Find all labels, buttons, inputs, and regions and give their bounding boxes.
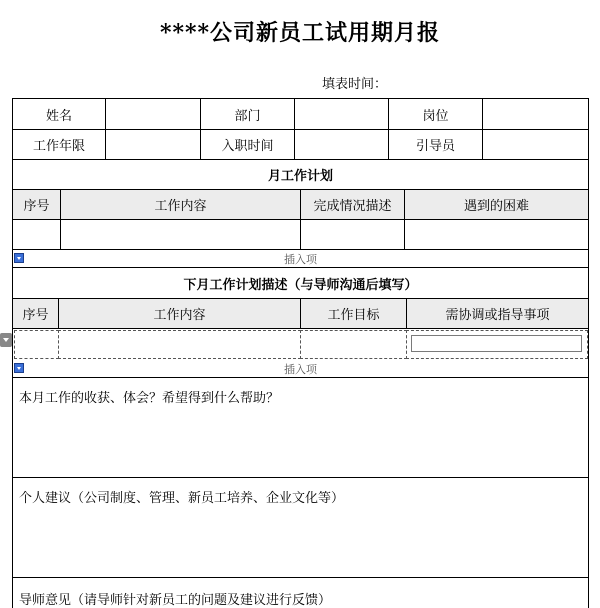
next-plan-row-content[interactable] <box>58 330 301 359</box>
mentor-opinion-question: 导师意见（请导师针对新员工的问题及建议进行反馈） <box>19 593 332 608</box>
month-plan-row-content[interactable] <box>61 220 300 249</box>
harvest-question: 本月工作的收获、体会？希望得到什么帮助？ <box>19 391 280 406</box>
next-plan-col-content: 工作内容 <box>153 308 206 323</box>
next-plan-row-index[interactable] <box>14 330 59 359</box>
month-plan-col-index: 序号 <box>23 199 50 214</box>
work-years-label: 工作年限 <box>32 139 85 154</box>
next-plan-row-target[interactable] <box>300 330 407 359</box>
next-plan-title: 下月工作计划描述（与导师沟通后填写） <box>183 277 418 293</box>
suggestions-question: 个人建议（公司制度、管理、新员工培养、企业文化等） <box>19 491 345 506</box>
month-plan-row-index[interactable] <box>13 220 60 249</box>
next-plan-insert-label[interactable]: 插入项 <box>284 363 317 376</box>
fill-time-label: 填表时间： <box>322 77 388 92</box>
position-field[interactable] <box>483 99 588 129</box>
mentor-field[interactable] <box>483 130 588 159</box>
month-plan-col-content: 工作内容 <box>154 199 207 214</box>
row-handle-icon[interactable] <box>0 333 12 347</box>
hire-date-field[interactable] <box>295 130 388 159</box>
coordination-text-input[interactable] <box>411 335 582 352</box>
next-plan-col-coordination: 需协调或指导事项 <box>445 308 550 323</box>
position-label: 岗位 <box>422 108 449 124</box>
next-plan-col-target: 工作目标 <box>327 308 380 323</box>
month-plan-title: 月工作计划 <box>267 169 333 184</box>
report-form <box>12 98 589 608</box>
month-plan-col-status: 完成情况描述 <box>313 199 392 214</box>
month-plan-insert-label[interactable]: 插入项 <box>284 253 317 266</box>
month-plan-row-difficulty[interactable] <box>405 220 588 249</box>
name-label: 姓名 <box>45 108 72 124</box>
mentor-label: 引导员 <box>415 139 455 154</box>
name-field[interactable] <box>106 99 200 129</box>
month-plan-col-difficulty: 遇到的困难 <box>463 199 529 214</box>
next-plan-col-index: 序号 <box>22 308 49 323</box>
next-plan-insert-bar <box>13 360 588 376</box>
department-field[interactable] <box>295 99 388 129</box>
document-title: ****公司新员工试用期月报 <box>159 20 441 46</box>
harvest-answer-area[interactable] <box>13 378 588 476</box>
department-label: 部门 <box>234 108 261 124</box>
work-years-field[interactable] <box>106 130 200 159</box>
month-plan-insert-bar <box>13 250 588 266</box>
month-plan-row-status[interactable] <box>301 220 404 249</box>
suggestions-answer-area[interactable] <box>13 478 588 576</box>
hire-date-label: 入职时间 <box>221 139 274 154</box>
